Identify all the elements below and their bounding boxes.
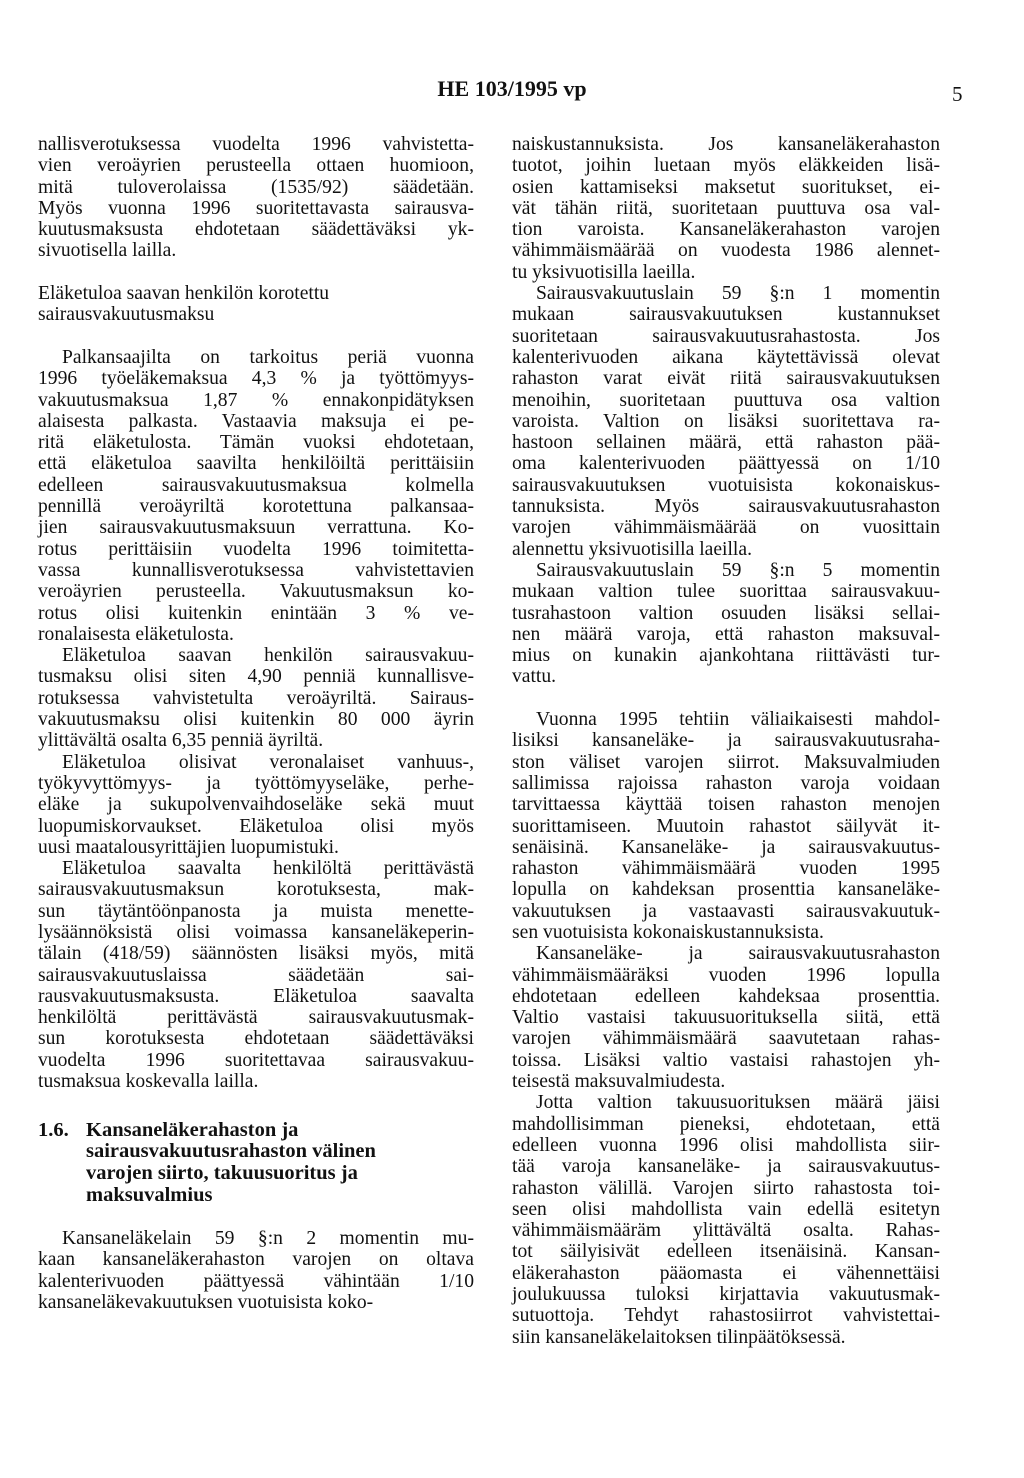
section-heading <box>38 1120 474 1207</box>
text-line: edelleen vuonna 1996 olisi mahdollista siir- <box>512 1134 940 1156</box>
text-line: sairausvakuutuslaissa säädetään sai- <box>38 964 474 986</box>
text-line: ylittävältä osalta 6,35 penniä äyriltä. <box>38 730 324 752</box>
text-line: eläke ja sukupolvenvaihdoseläke sekä muut <box>38 794 474 816</box>
right-column <box>512 134 940 1348</box>
text-line: rahaston välillä. Varojen siirto rahastosta toi- <box>512 1177 940 1199</box>
paragraph <box>38 134 474 262</box>
text-line: eläkerahaston pääomasta ei vähennettäisi <box>512 1262 940 1284</box>
paragraph <box>512 560 940 688</box>
text-line: veroäyrien perusteella. Vakuutusmaksun ko- <box>38 581 474 603</box>
text-line: alaisesta palkasta. Vastaavia maksuja ei pe- <box>38 410 474 432</box>
text-line: varojen vähimmäismäärää on vuosittain <box>512 517 940 539</box>
text-line: mukaan sairausvakuutuksen kustannukset <box>512 304 940 326</box>
text-line: mukaan valtion tulee suorittaa sairausvakuu- <box>512 581 940 603</box>
text-line: Eläketuloa saavalta henkilöltä perittävästä <box>62 858 474 880</box>
text-line: vähimmäismääräksi vuoden 1996 lopulla <box>512 964 940 986</box>
text-line: Kansaneläkelain 59 §:n 2 momentin mu- <box>62 1228 474 1250</box>
text-line: tusmaksua koskevalla lailla. <box>38 1071 259 1093</box>
text-line: tälain (418/59) säännösten lisäksi myös, mitä <box>38 943 474 965</box>
subheading <box>38 283 474 326</box>
text-line: sairausvakuutusmaksun korotuksesta, mak- <box>38 879 474 901</box>
text-line: Jotta valtion takuusuorituksen määrä jäisi <box>536 1092 940 1114</box>
text-line: sairausvakuutusmaksu <box>38 304 215 326</box>
text-line: joulukuussa tuloksi kirjattavia vakuutusmak- <box>512 1284 940 1306</box>
text-line: sutuottoja. Tehdyt rahastosiirrot vahvistettai- <box>512 1305 940 1327</box>
text-line: vien veroäyrien perusteella ottaen huomioon, <box>38 155 474 177</box>
text-line: kalenterivuoden päättyessä vähintään 1/10 <box>38 1270 474 1292</box>
left-column <box>38 134 474 1313</box>
text-line: Sairausvakuutuslain 59 §:n 1 momentin <box>536 283 940 305</box>
text-line: Myös vuonna 1996 suoritettavasta sairausva- <box>38 197 474 219</box>
text-line: ston väliset varojen siirrot. Maksuvalmiuden <box>512 751 940 773</box>
text-line: tu yksivuotisilla laeilla. <box>512 261 696 283</box>
text-line: vattu. <box>512 666 557 688</box>
text-line: maksuvalmius <box>86 1184 213 1207</box>
text-line: työkyvyttömyys- ja työttömyyseläke, perhe- <box>38 772 474 794</box>
text-line: tion varoista. Kansaneläkerahaston varojen <box>512 219 940 241</box>
text-line: pennillä veroäyriltä korotettuna palkansaa- <box>38 496 474 518</box>
text-line: rotus perittäisiin vuodelta 1996 toimitetta- <box>38 538 474 560</box>
text-line: tannuksista. Myös sairausvakuutusrahaston <box>512 496 940 518</box>
text-line: suoritetaan sairausvakuutusrahastosta. Jos <box>512 325 940 347</box>
text-line: toissa. Lisäksi valtio vastaisi rahastojen yh- <box>512 1049 940 1071</box>
paragraph <box>38 858 474 1092</box>
text-line: sairausvakuutusrahaston välinen <box>86 1140 376 1163</box>
text-line: mitä tuloverolaissa (1535/92) säädetään. <box>38 176 474 198</box>
paragraph <box>512 134 940 283</box>
text-line: menoihin, suoritetaan puuttuva osa valtion <box>512 389 940 411</box>
text-line: vassa kunnallisverotuksessa vahvistettavien <box>38 559 474 581</box>
text-line: edelleen sairausvakuutusmaksua kolmella <box>38 474 474 496</box>
text-line: Eläketuloa saavan henkilön sairausvakuu- <box>62 645 474 667</box>
paragraph <box>38 347 474 645</box>
text-line: Eläketuloa olisivat veronalaiset vanhuus-, <box>62 751 474 773</box>
text-line: varojen siirto, takuusuoritus ja <box>86 1162 358 1185</box>
text-line: uusi maatalousyrittäjien luopumistuki. <box>38 836 339 858</box>
page-header-title: HE 103/1995 vp <box>437 76 587 101</box>
text-line: senäisinä. Kansaneläke- ja sairausvakuutus- <box>512 836 940 858</box>
text-line: kaan kansaneläkerahaston varojen on oltava <box>38 1249 474 1271</box>
text-line: Vuonna 1995 tehtiin väliaikaisesti mahdol- <box>536 709 940 731</box>
text-line: sivuotisella lailla. <box>38 240 177 262</box>
text-line: sun täytäntöönpanosta ja muista menette- <box>38 900 474 922</box>
text-line: Kansaneläkerahaston ja <box>86 1118 299 1141</box>
text-line: lopulla on kahdeksan prosenttia kansaneläke- <box>512 879 940 901</box>
text-line: lisiksi kansaneläke- ja sairausvakuutusraha- <box>512 730 940 752</box>
text-line: kansaneläkevakuutuksen vuotuisista koko- <box>38 1292 374 1314</box>
text-line: vakuutusmaksu olisi kuitenkin 80 000 äyrin <box>38 709 474 731</box>
text-line: ehdotetaan edelleen kahdeksaa prosenttia. <box>512 985 940 1007</box>
paragraph <box>512 943 940 1092</box>
text-line: vakuutuksen ja vastaavasti sairausvakuutuk- <box>512 900 940 922</box>
page-number: 5 <box>952 82 963 106</box>
text-line: että eläketuloa saavilta henkilöiltä perittäisiin <box>38 453 474 475</box>
text-line: vät tähän riitä, suoritetaan puuttuva osa val- <box>512 197 940 219</box>
text-line: vähimmäismääräm ylittävältä osalta. Rahas- <box>512 1220 940 1242</box>
paragraph <box>512 709 940 943</box>
text-line: teisestä maksuvalmiudesta. <box>512 1071 726 1093</box>
text-line: tot säilyisivät edelleen itsenäisinä. Kansan- <box>512 1241 940 1263</box>
text-line: naiskustannuksista. Jos kansaneläkerahaston <box>512 134 940 155</box>
text-line: Eläketuloa saavan henkilön korotettu <box>38 283 330 305</box>
text-line: ritä eläketulosta. Tämän vuoksi ehdotetaan, <box>38 432 474 454</box>
text-line: alennettu yksivuotisilla laeilla. <box>512 538 752 560</box>
text-line: henkilöltä perittävästä sairausvakuutusmak- <box>38 1007 474 1029</box>
text-line: tuotot, joihin luetaan myös eläkkeiden lisä- <box>512 155 940 177</box>
text-line: sallimissa rajoissa rahaston varoja voidaan <box>512 772 940 794</box>
text-line: seen olisi mahdollista vain edellä esitetyn <box>512 1198 940 1220</box>
text-line: Valtio vastaisi takuusuorituksella siitä, että <box>512 1007 940 1029</box>
text-line: hastoon sellainen määrä, että rahaston pää- <box>512 432 940 454</box>
text-line: tää varoja kansaneläke- ja sairausvakuutus- <box>512 1156 940 1178</box>
text-line: tusmaksu olisi siten 4,90 penniä kunnallisve- <box>38 666 474 688</box>
text-line: kuutusmaksusta ehdotetaan säädettäväksi yk- <box>38 219 474 241</box>
text-line: rahaston vähimmäismäärä vuoden 1995 <box>512 858 940 880</box>
text-line: luopumiskorvaukset. Eläketuloa olisi myös <box>38 815 474 837</box>
text-line: rotus olisi kuitenkin enintään 3 % ve- <box>38 602 474 624</box>
text-line: sairausvakuutuksen vuotuisista kokonaiskus- <box>512 474 940 496</box>
text-line: oma kalenterivuoden päättyessä on 1/10 <box>512 453 940 475</box>
text-line: rausvakuutusmaksusta. Eläketuloa saavalta <box>38 985 474 1007</box>
text-line: jien sairausvakuutusmaksuun verrattuna. Ko- <box>38 517 474 539</box>
text-line: kalenterivuoden aikana käytettävissä olevat <box>512 346 940 368</box>
text-line: Sairausvakuutuslain 59 §:n 5 momentin <box>536 559 940 581</box>
text-line: varoista. Valtion on lisäksi suoritettava ra- <box>512 410 940 432</box>
text-line: nen määrä varoja, että rahaston maksuval- <box>512 623 940 645</box>
paragraph <box>38 645 474 751</box>
text-line: vuodelta 1996 suoritettavaa sairausvakuu- <box>38 1049 474 1071</box>
text-line: mius on kunakin ajankohtana riittävästi tur- <box>512 645 940 667</box>
text-line: rotuksessa vahvistetulta veroäyriltä. Sairaus- <box>38 687 474 709</box>
text-line: Palkansaajilta on tarkoitus periä vuonna <box>62 346 474 368</box>
section-number: 1.6. <box>38 1118 69 1141</box>
paragraph <box>512 1092 940 1348</box>
text-line: 1996 työeläkemaksua 4,3 % ja työttömyys- <box>38 368 474 390</box>
text-line: siin kansaneläkelaitoksen tilinpäätöksessä. <box>512 1326 846 1348</box>
text-line: tarvittaessa käyttää toisen rahaston menojen <box>512 794 940 816</box>
text-line: tusrahastoon valtion osuuden lisäksi sellai- <box>512 602 940 624</box>
paragraph <box>512 283 940 560</box>
text-line: nallisverotuksessa vuodelta 1996 vahvistetta- <box>38 134 474 155</box>
paragraph <box>38 752 474 858</box>
text-line: sen vuotuisista kokonaiskustannuksista. <box>512 921 824 943</box>
text-line: Kansaneläke- ja sairausvakuutusrahaston <box>536 943 940 965</box>
text-line: vakuutusmaksua 1,87 % ennakonpidätyksen <box>38 389 474 411</box>
paragraph <box>38 1228 474 1313</box>
section-title <box>86 1120 474 1207</box>
text-line: lysäännöksistä olisi voimassa kansaneläkeperin- <box>38 921 474 943</box>
text-line: ronalaisesta eläketulosta. <box>38 623 234 645</box>
text-line: sun korotuksesta ehdotetaan säädettäväksi <box>38 1028 474 1050</box>
text-line: rahaston varat eivät riitä sairausvakuutuksen <box>512 368 940 390</box>
text-line: suorittamiseen. Muutoin rahastot säilyvät it- <box>512 815 940 837</box>
text-line: mahdollisimman pieneksi, ehdotetaan, että <box>512 1113 940 1135</box>
text-line: varojen vähimmäismäärä saavutetaan rahas- <box>512 1028 940 1050</box>
text-line: vähimmäismäärää on vuodesta 1986 alennet- <box>512 240 940 262</box>
text-line: osien kattamiseksi maksetut suoritukset, ei- <box>512 176 940 198</box>
